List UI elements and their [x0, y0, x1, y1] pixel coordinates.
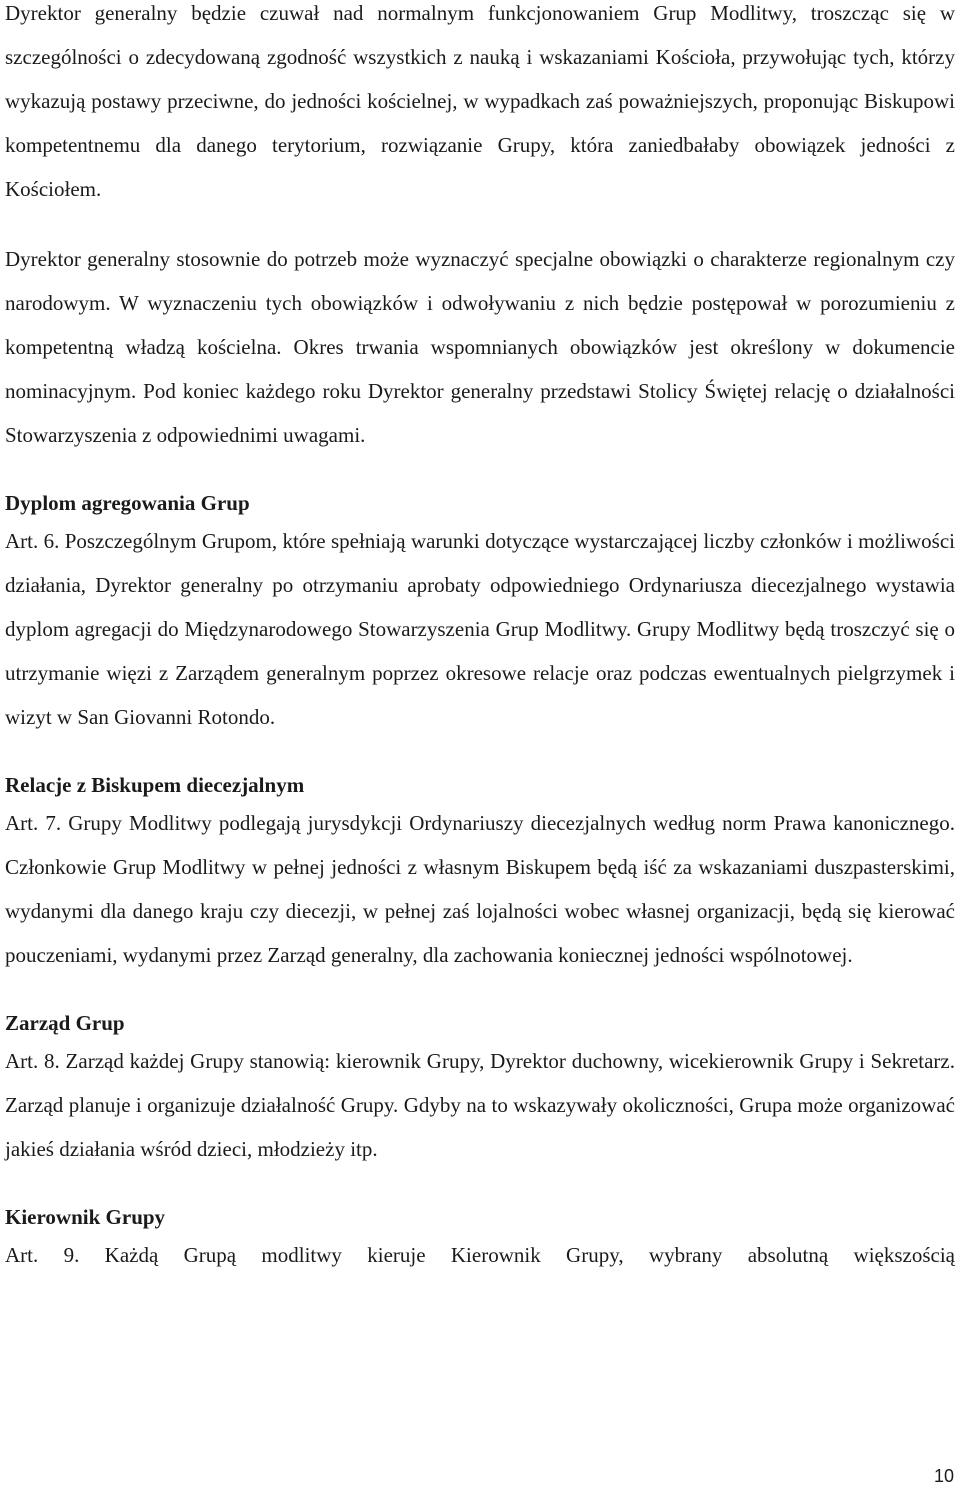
paragraph-director-duties: Dyrektor generalny stosownie do potrzeb może wyznaczyć specjalne obowiązki o charakterze regionalnym czy narodowym. W wyznaczeniu tych obowiązków i odwoływaniu z nich będzie postępował w porozumieniu z kompetentną władzą kościelna. Okres trwania wspomnianych obowiązków jest określony w dokumencie nominacyjnym. Pod koniec każdego roku Dyrektor generalny przedstawi Stolicy Świętej relację o działalności Stowarzyszenia z odpowiednimi uwagami. — [5, 247, 955, 447]
heading-dyplom-agregowania: Dyplom agregowania Grup — [5, 491, 250, 515]
article-6-text: Art. 6. Poszczególnym Grupom, które spełniają warunki dotyczące wystarczającej liczby członków i możliwości działania, Dyrektor generalny po otrzymaniu aprobaty odpowiedniego Ordynariusza diecezjalnego wystawia dyplom agregacji do Międzynarodowego Stowarzyszenia Grup Modlitwy. Grupy Modlitwy będą troszczyć się o utrzymanie więzi z Zarządem generalnym poprzez okresowe relacje oraz podczas ewentualnych pielgrzymek i wizyt w San Giovanni Rotondo. — [5, 529, 955, 729]
article-9-text: Art. 9. Każdą Grupą modlitwy kieruje Kierownik Grupy, wybrany absolutną większością — [5, 1243, 955, 1267]
page-number: 10 — [933, 1466, 954, 1486]
article-7-text: Art. 7. Grupy Modlitwy podlegają jurysdykcji Ordynariuszy diecezjalnych według norm Prawa kanonicznego. Członkowie Grup Modlitwy w pełnej jedności z własnym Biskupem będą iść za wskazaniami duszpasterskimi, wydanymi dla danego kraju czy diecezji, w pełnej zaś lojalności wobec własnej organizacji, będą się kierować pouczeniami, wydanymi przez Zarząd generalny, dla zachowania koniecznej jedności wspólnotowej. — [5, 811, 955, 967]
heading-relacje-z-biskupem: Relacje z Biskupem diecezjalnym — [5, 773, 305, 797]
document-page — [5, 0, 955, 1277]
heading-kierownik-grupy: Kierownik Grupy — [5, 1205, 166, 1229]
article-8-text: Art. 8. Zarząd każdej Grupy stanowią: kierownik Grupy, Dyrektor duchowny, wicekierownik Grupy i Sekretarz. Zarząd planuje i organizuje działalność Grupy. Gdyby na to wskazywały okoliczności, Grupa może organizować jakieś działania wśród dzieci, młodzieży itp. — [5, 1049, 955, 1161]
heading-zarzad-grup: Zarząd Grup — [5, 1011, 125, 1035]
paragraph-director-oversight: Dyrektor generalny będzie czuwał nad normalnym funkcjonowaniem Grup Modlitwy, troszcząc się w szczególności o zdecydowaną zgodność wszystkich z nauką i wskazaniami Kościoła, przywołując tych, którzy wykazują postawy przeciwne, do jedności kościelnej, w wypadkach zaś poważniejszych, proponując Biskupowi kompetentnemu dla danego terytorium, rozwiązanie Grupy, która zaniedbałaby obowiązek jedności z Kościołem. — [5, 1, 955, 201]
